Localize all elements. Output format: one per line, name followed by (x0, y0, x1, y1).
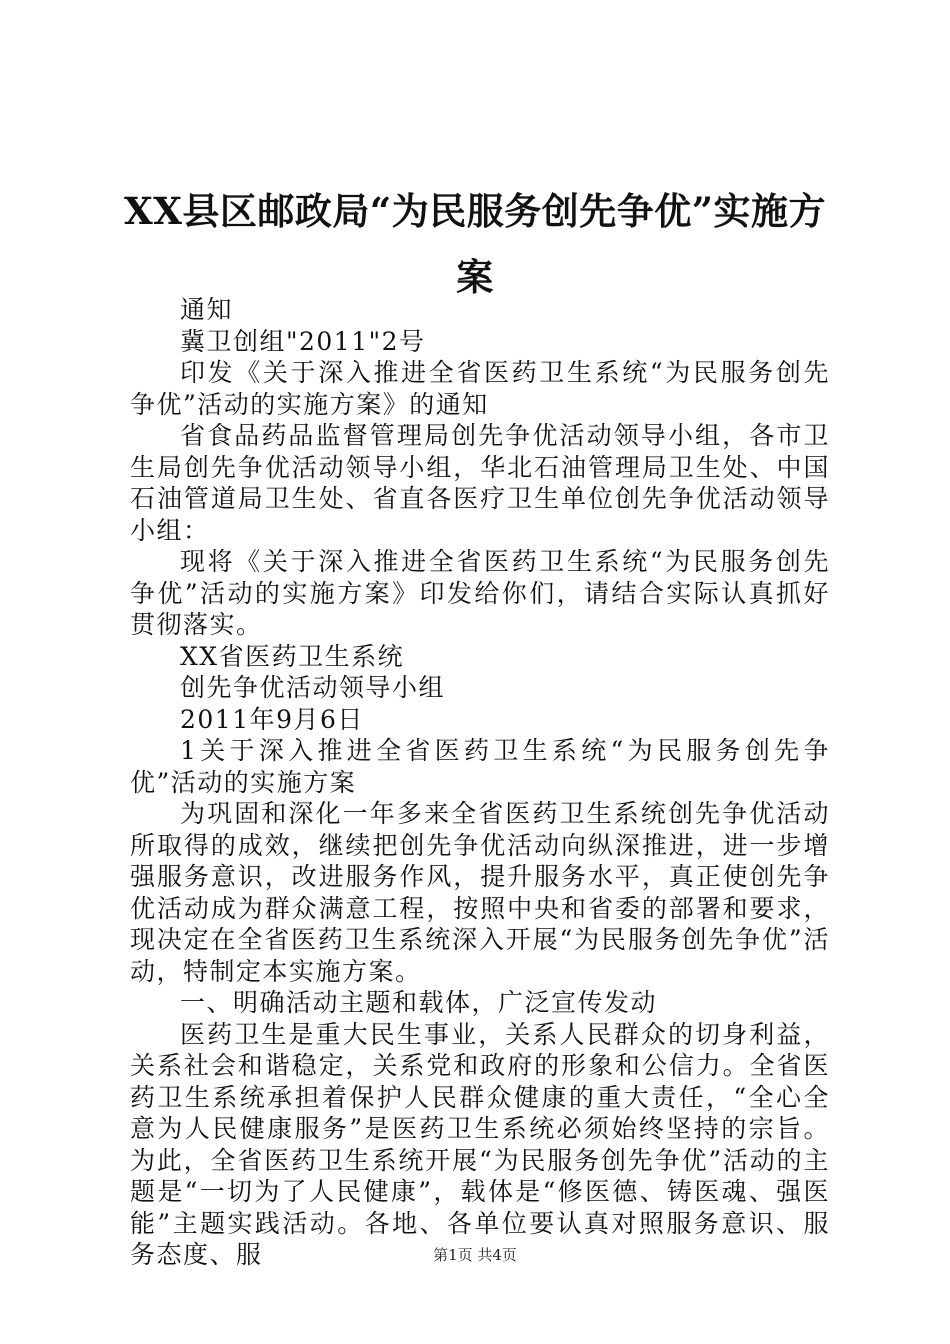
paragraph-recipients: 省食品药品监督管理局创先争优活动领导小组，各市卫生局创先争优活动领导小组，华北石油管理局卫生处、中国石油管道局卫生处、省直各医疗卫生单位创先争优活动领导小组： (130, 421, 830, 545)
paragraph-plan-intro: 为巩固和深化一年多来全省医药卫生系统创先争优活动所取得的成效，继续把创先争优活动向纵深推进，进一步增强服务意识，改进服务作风，提升服务水平，真正使创先争优活动成为群众满意工程，按照中央和省委的部署和要求，现决定在全省医药卫生系统深入开展“为民服务创先争优”活动，特制定本实施方案。 (130, 799, 830, 986)
paragraph-notice-heading: 通知 (180, 295, 234, 324)
page-number-footer: 第1页 共4页 (433, 1246, 517, 1264)
paragraph-section-1-body: 医药卫生是重大民生事业，关系人民群众的切身利益，关系社会和谐稳定，关系党和政府的形象和公信力。全省医药卫生系统承担着保护人民群众健康的重大责任，“全心全意为人民健康服务”是医药卫生系统必须始终坚持的宗旨。为此，全省医药卫生系统开展“为民服务创先争优”活动的主题是“一切为了人民健康”，载体是“修医德、铸医魂、强医能”主题实践活动。各地、各单位要认真对照服务意识、服务态度、服 (130, 1019, 830, 1269)
paragraph-plan-title: 1关于深入推进全省医药卫生系统“为民服务创先争优”活动的实施方案 (130, 736, 830, 797)
document-title: XX县区邮政局“为民服务创先争优”实施方案 (124, 189, 826, 299)
paragraph-instruction: 现将《关于深入推进全省医药卫生系统“为民服务创先争优”活动的实施方案》印发给你们，请结合实际认真抓好贯彻落实。 (130, 547, 830, 639)
document-body (130, 294, 830, 1271)
section-heading-1: 一、明确活动主题和载体，广泛宣传发动 (180, 988, 658, 1017)
paragraph-notice-subject: 印发《关于深入推进全省医药卫生系统“为民服务创先争优”活动的实施方案》的通知 (130, 358, 830, 419)
paragraph-issuer-line-2: 创先争优活动领导小组 (180, 673, 446, 702)
paragraph-issuer-line-1: XX省医药卫生系统 (180, 641, 405, 671)
paragraph-document-number: 冀卫创组"2011"2号 (180, 326, 426, 356)
paragraph-issue-date: 2011年9月6日 (180, 704, 364, 734)
